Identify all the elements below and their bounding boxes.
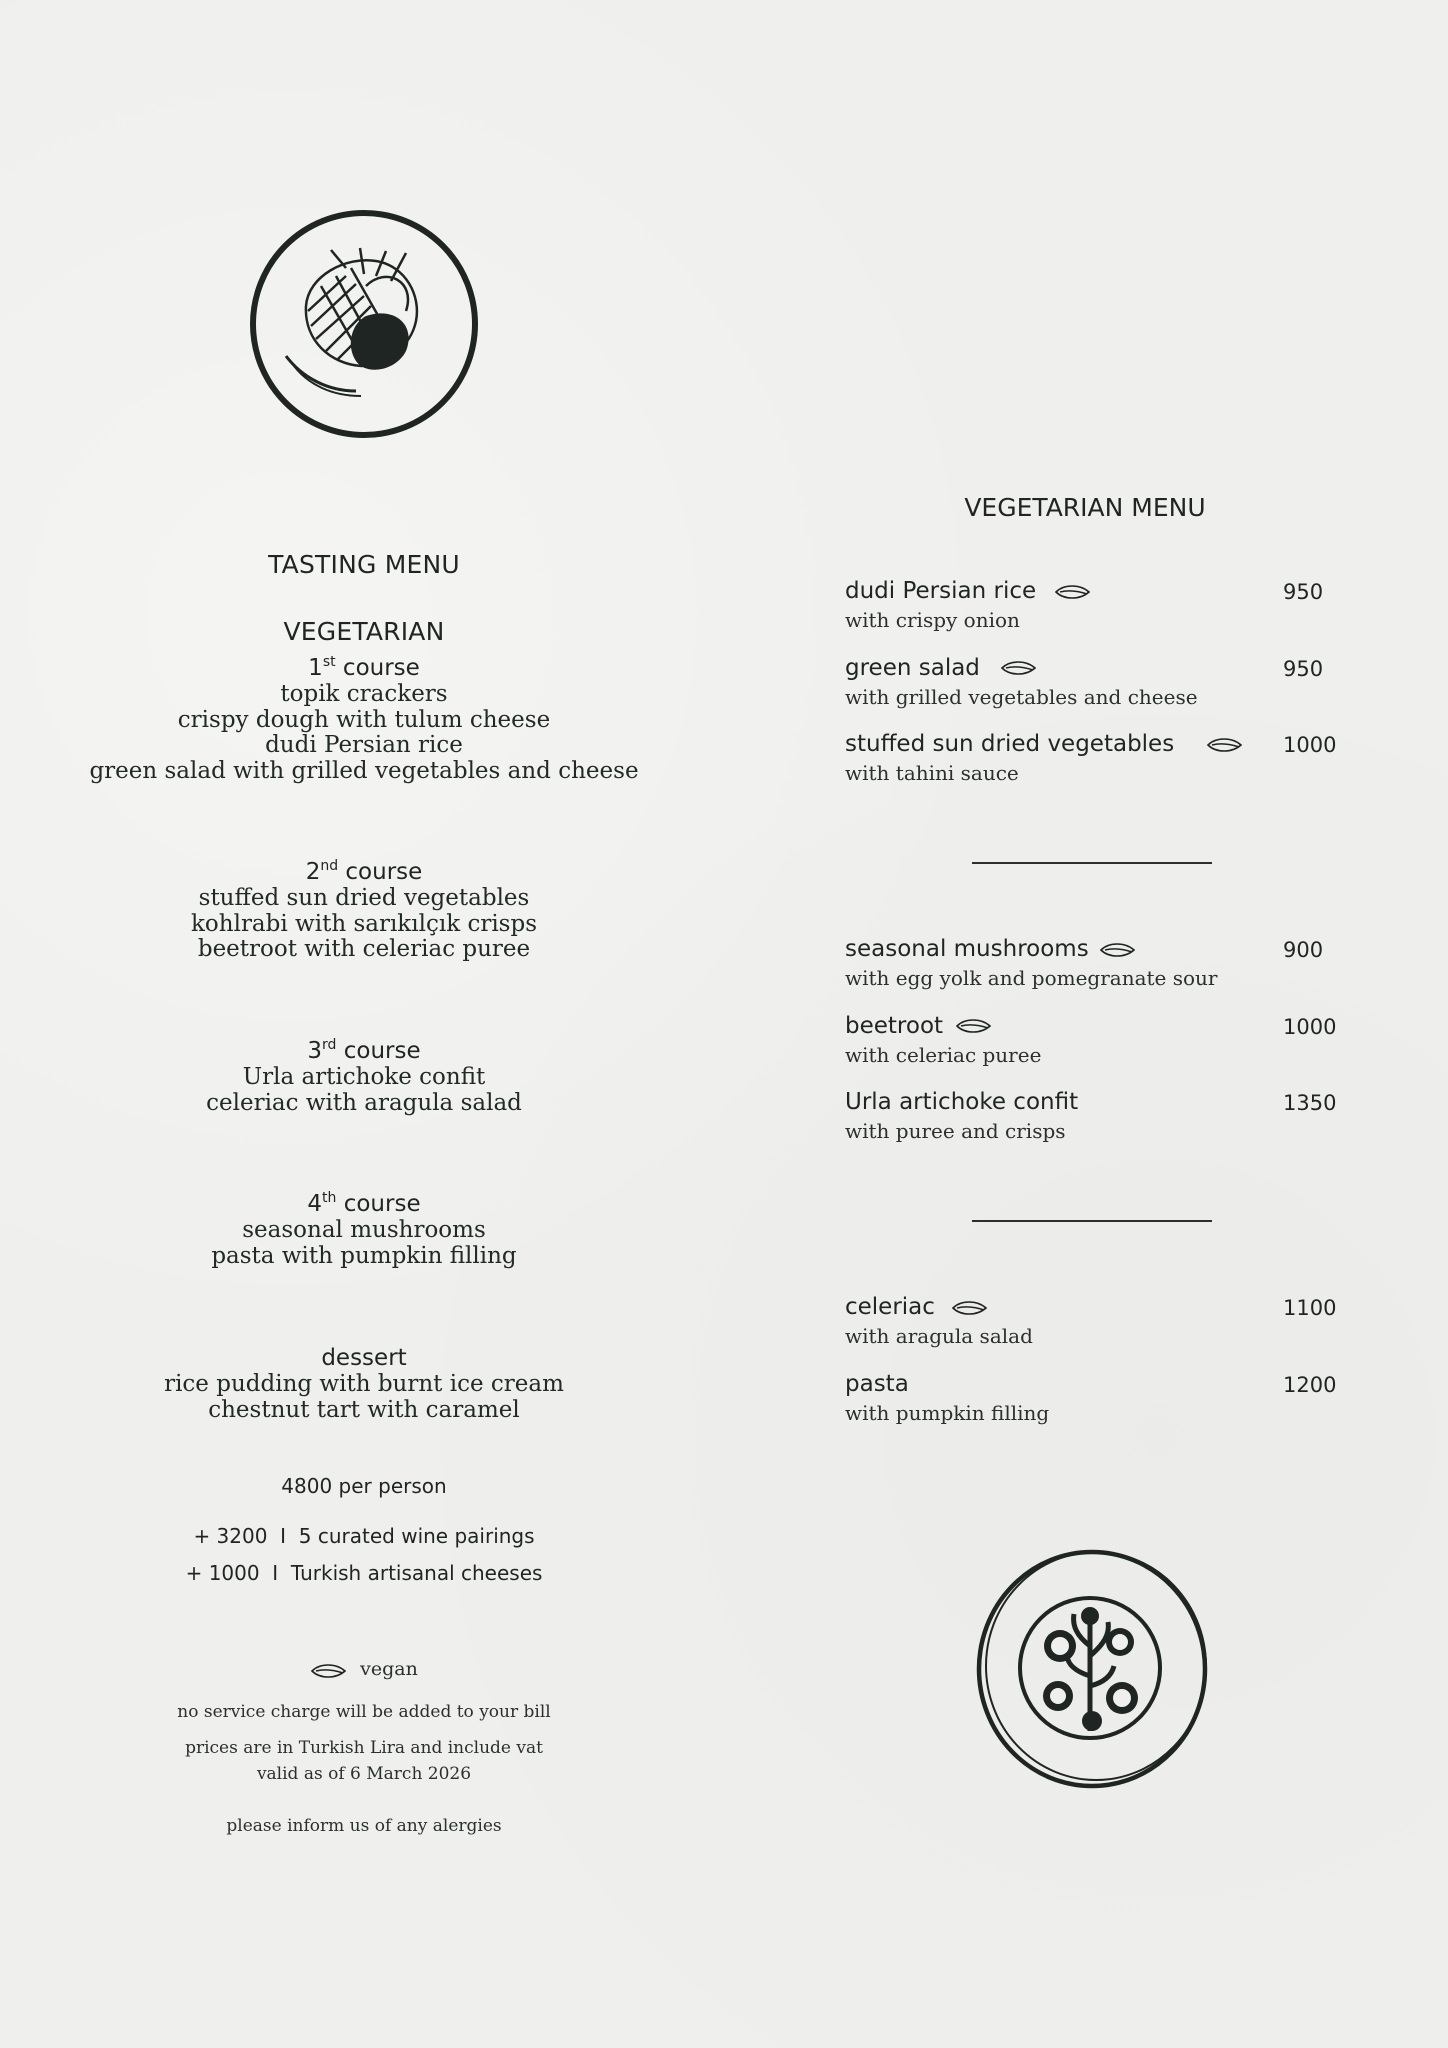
leaf-icon: [310, 1662, 348, 1680]
menu-item-name: green salad: [845, 654, 980, 681]
course-heading: 1st course: [308, 654, 420, 681]
menu-item-price: 950: [1283, 580, 1324, 604]
course-item: chestnut tart with caramel: [208, 1396, 520, 1423]
allergy-note: please inform us of any alergies: [226, 1816, 502, 1836]
validity-note: valid as of 6 March 2026: [256, 1764, 472, 1784]
course-heading: 4th course: [307, 1190, 421, 1217]
course-item: celeriac with aragula salad: [206, 1089, 522, 1116]
menu-item-description: with crispy onion: [845, 608, 1020, 632]
menu-item-description: with grilled vegetables and cheese: [845, 684, 1198, 709]
course-item: stuffed sun dried vegetables: [198, 885, 530, 911]
course-item: crispy dough with tulum cheese: [177, 706, 551, 733]
divider: [972, 1220, 1212, 1222]
course-item: rice pudding with burnt ice cream: [164, 1371, 564, 1397]
dessert-course: [0, 1344, 728, 1423]
course-item: green salad with grilled vegetables and cheese: [89, 757, 639, 784]
course-item: Urla artichoke confit: [242, 1064, 486, 1090]
currency-note: prices are in Turkish Lira and include vat: [185, 1738, 543, 1758]
vegan-legend-label: vegan: [360, 1658, 418, 1680]
vegan-legend: [0, 1658, 728, 1680]
menu-item-price: 1200: [1283, 1372, 1337, 1397]
menu-item: [845, 731, 1345, 785]
menu-item-description: with celeriac puree: [845, 1042, 1042, 1067]
course-heading: dessert: [321, 1345, 407, 1371]
course-heading: 2nd course: [305, 858, 423, 885]
service-note: no service charge will be added to your bill: [177, 1702, 551, 1722]
plate-illustration-bottom: [972, 1546, 1212, 1792]
addon-wine: + 3200 I 5 curated wine pairings: [193, 1524, 535, 1548]
course-3: [0, 1037, 728, 1116]
menu-item-description: with tahini sauce: [845, 761, 1019, 785]
addon-cheese: + 1000 I Turkish artisanal cheeses: [185, 1561, 543, 1585]
menu-item-name: stuffed sun dried vegetables: [845, 731, 1175, 757]
menu-item: [845, 1294, 1345, 1348]
menu-item-price: 1100: [1283, 1296, 1337, 1320]
menu-item: [845, 1089, 1345, 1143]
menu-item-description: with puree and crisps: [845, 1119, 1066, 1143]
menu-item-price: 950: [1283, 656, 1324, 681]
menu-item: [845, 655, 1345, 709]
course-1: [0, 654, 728, 784]
menu-item: [845, 1013, 1345, 1067]
menu-item-name: Urla artichoke confit: [845, 1089, 1079, 1115]
menu-item-name: pasta: [845, 1370, 909, 1397]
course-item: beetroot with celeriac puree: [197, 936, 531, 963]
menu-item-price: 1000: [1283, 733, 1337, 757]
menu-item-description: with egg yolk and pomegranate sour: [845, 966, 1218, 990]
menu-item-name: beetroot: [845, 1012, 944, 1039]
leaf-icon: [1054, 583, 1092, 606]
course-2: [0, 858, 728, 963]
tasting-price: 4800 per person: [281, 1474, 447, 1498]
leaf-icon: [955, 1017, 993, 1040]
menu-item-name: dudi Persian rice: [845, 578, 1037, 604]
menu-item-name: celeriac: [845, 1294, 935, 1320]
vegetarian-menu-title: VEGETARIAN MENU: [964, 493, 1206, 522]
course-item: pasta with pumpkin filling: [211, 1242, 517, 1269]
menu-item: [845, 578, 1345, 632]
course-item: topik crackers: [280, 681, 448, 707]
leaf-icon: [1206, 736, 1244, 759]
leaf-icon: [951, 1299, 989, 1322]
course-heading: 3rd course: [307, 1037, 421, 1064]
divider: [972, 862, 1212, 864]
menu-item-price: 900: [1283, 938, 1324, 962]
leaf-icon: [1000, 659, 1038, 682]
menu-item: [845, 936, 1345, 990]
tasting-menu-subtitle: VEGETARIAN: [283, 617, 445, 646]
course-item: dudi Persian rice: [265, 732, 463, 759]
menu-item-name: seasonal mushrooms: [845, 936, 1089, 962]
menu-item-description: with pumpkin filling: [845, 1400, 1050, 1425]
course-item: seasonal mushrooms: [242, 1217, 486, 1243]
menu-item-price: 1000: [1283, 1014, 1337, 1039]
leaf-icon: [1099, 941, 1137, 964]
course-4: [0, 1190, 728, 1269]
menu-item-price: 1350: [1283, 1091, 1337, 1115]
menu-item: [845, 1371, 1345, 1425]
course-item: kohlrabi with sarıkılçık crisps: [190, 910, 538, 937]
menu-item-description: with aragula salad: [845, 1324, 1033, 1348]
tasting-menu-title: TASTING MENU: [268, 550, 460, 579]
